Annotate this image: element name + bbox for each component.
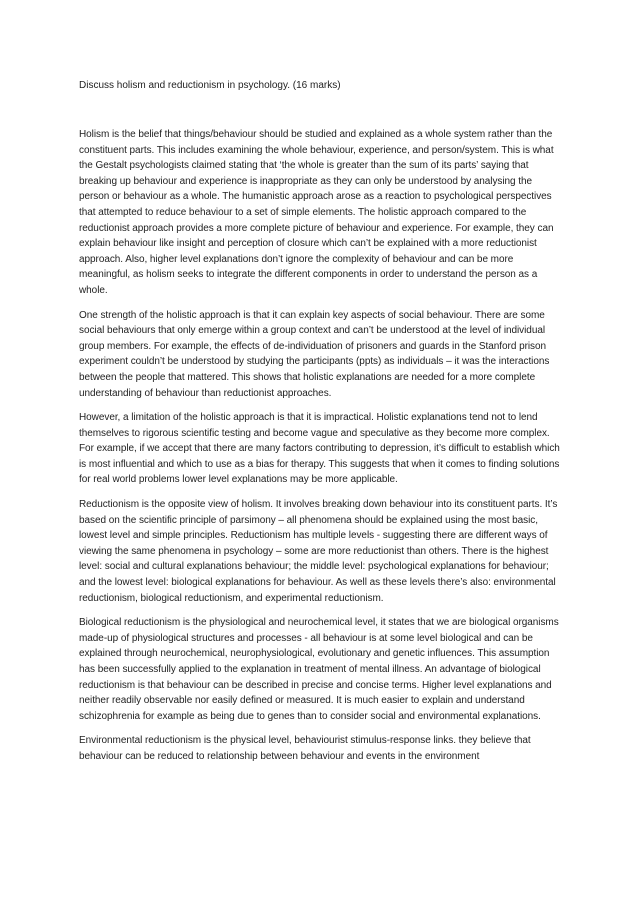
essay-body <box>79 127 561 774</box>
paragraph-holism-strength: One strength of the holistic approach is that it can explain key aspects of social behaviour. There are some social behaviours that only emerge within a group context and can’t be understood at the level of individual group members. For example, the effects of de-individuation of prisoners and guards in the Stanford prison experiment couldn’t be understood by studying the participants (ppts) as individuals – it was the interactions between the people that mattered. This shows that holistic explanations are needed for a more complete understanding of behaviour than reductionist approaches. <box>79 309 550 399</box>
paragraph-holism-definition: Holism is the belief that things/behaviour should be studied and explained as a whole system rather than the constituent parts. This includes examining the whole behaviour, experience, and person/system. This is what the Gestalt psychologists claimed stating that ‘the whole is greater than the sum of its parts’ saying that breaking up behaviour and experience is inappropriate as they can only be understood by analysing the person or behaviour as a whole. The humanistic approach arose as a reaction to psychological perspectives that attempted to reduce behaviour to a set of simple elements. The holistic approach compared to the reductionist approach provides a more complete picture of behaviour and experience. For example, they can explain behaviour like insight and perception of closure which can’t be explained with a more reductionist approach. Also, higher level explanations don’t ignore the complexity of behaviour and can be more meaningful, as holism seeks to integrate the different components in order to understand the person as a whole. <box>79 129 554 296</box>
paragraph-reductionism-definition: Reductionism is the opposite view of holism. It involves breaking down behaviour into its constituent parts. It’s based on the scientific principle of parsimony – all phenomena should be explained using the most basic, lowest level and simple principles. Reductionism has multiple levels - suggesting there are different ways of viewing the same phenomena in psychology – some are more reductionist than others. There is the highest level: social and cultural explanations behaviour; the middle level: psychological explanations for behaviour; and the lowest level: biological explanations for behaviour. As well as these levels there’s also: environmental reductionism, biological reductionism, and experimental reductionism. <box>79 499 558 604</box>
page-title: Discuss holism and reductionism in psychology. (16 marks) <box>79 80 341 91</box>
paragraph-holism-limitation: However, a limitation of the holistic approach is that it is impractical. Holistic explanations tend not to lend themselves to rigorous scientific testing and become vague and speculative as they become more complex. For example, if we accept that there are many factors contributing to depression, it’s difficult to establish which is most influential and which to use as a bias for therapy. This suggests that when it comes to finding solutions for real world problems lower level explanations may be more applicable. <box>79 412 560 486</box>
paragraph-biological-reductionism: Biological reductionism is the physiological and neurochemical level, it states that we are biological organisms made-up of physiological structures and processes - all behaviour is at some level biological and can be explained through neurochemical, neurophysiological, evolutionary and genetic influences. This assumption has been successfully applied to the explanation in treatment of mental illness. An advantage of biological reductionism is that behaviour can be described in precise and concise terms. Higher level explanations and neither readily observable nor easily defined or measured. It is much easier to explain and understand schizophrenia for example as being due to genes than to consider social and environmental explanations. <box>79 617 559 722</box>
paragraph-environmental-reductionism: Environmental reductionism is the physical level, behaviourist stimulus-response links. they believe that behaviour can be reduced to relationship between behaviour and events in the environment <box>79 735 531 762</box>
